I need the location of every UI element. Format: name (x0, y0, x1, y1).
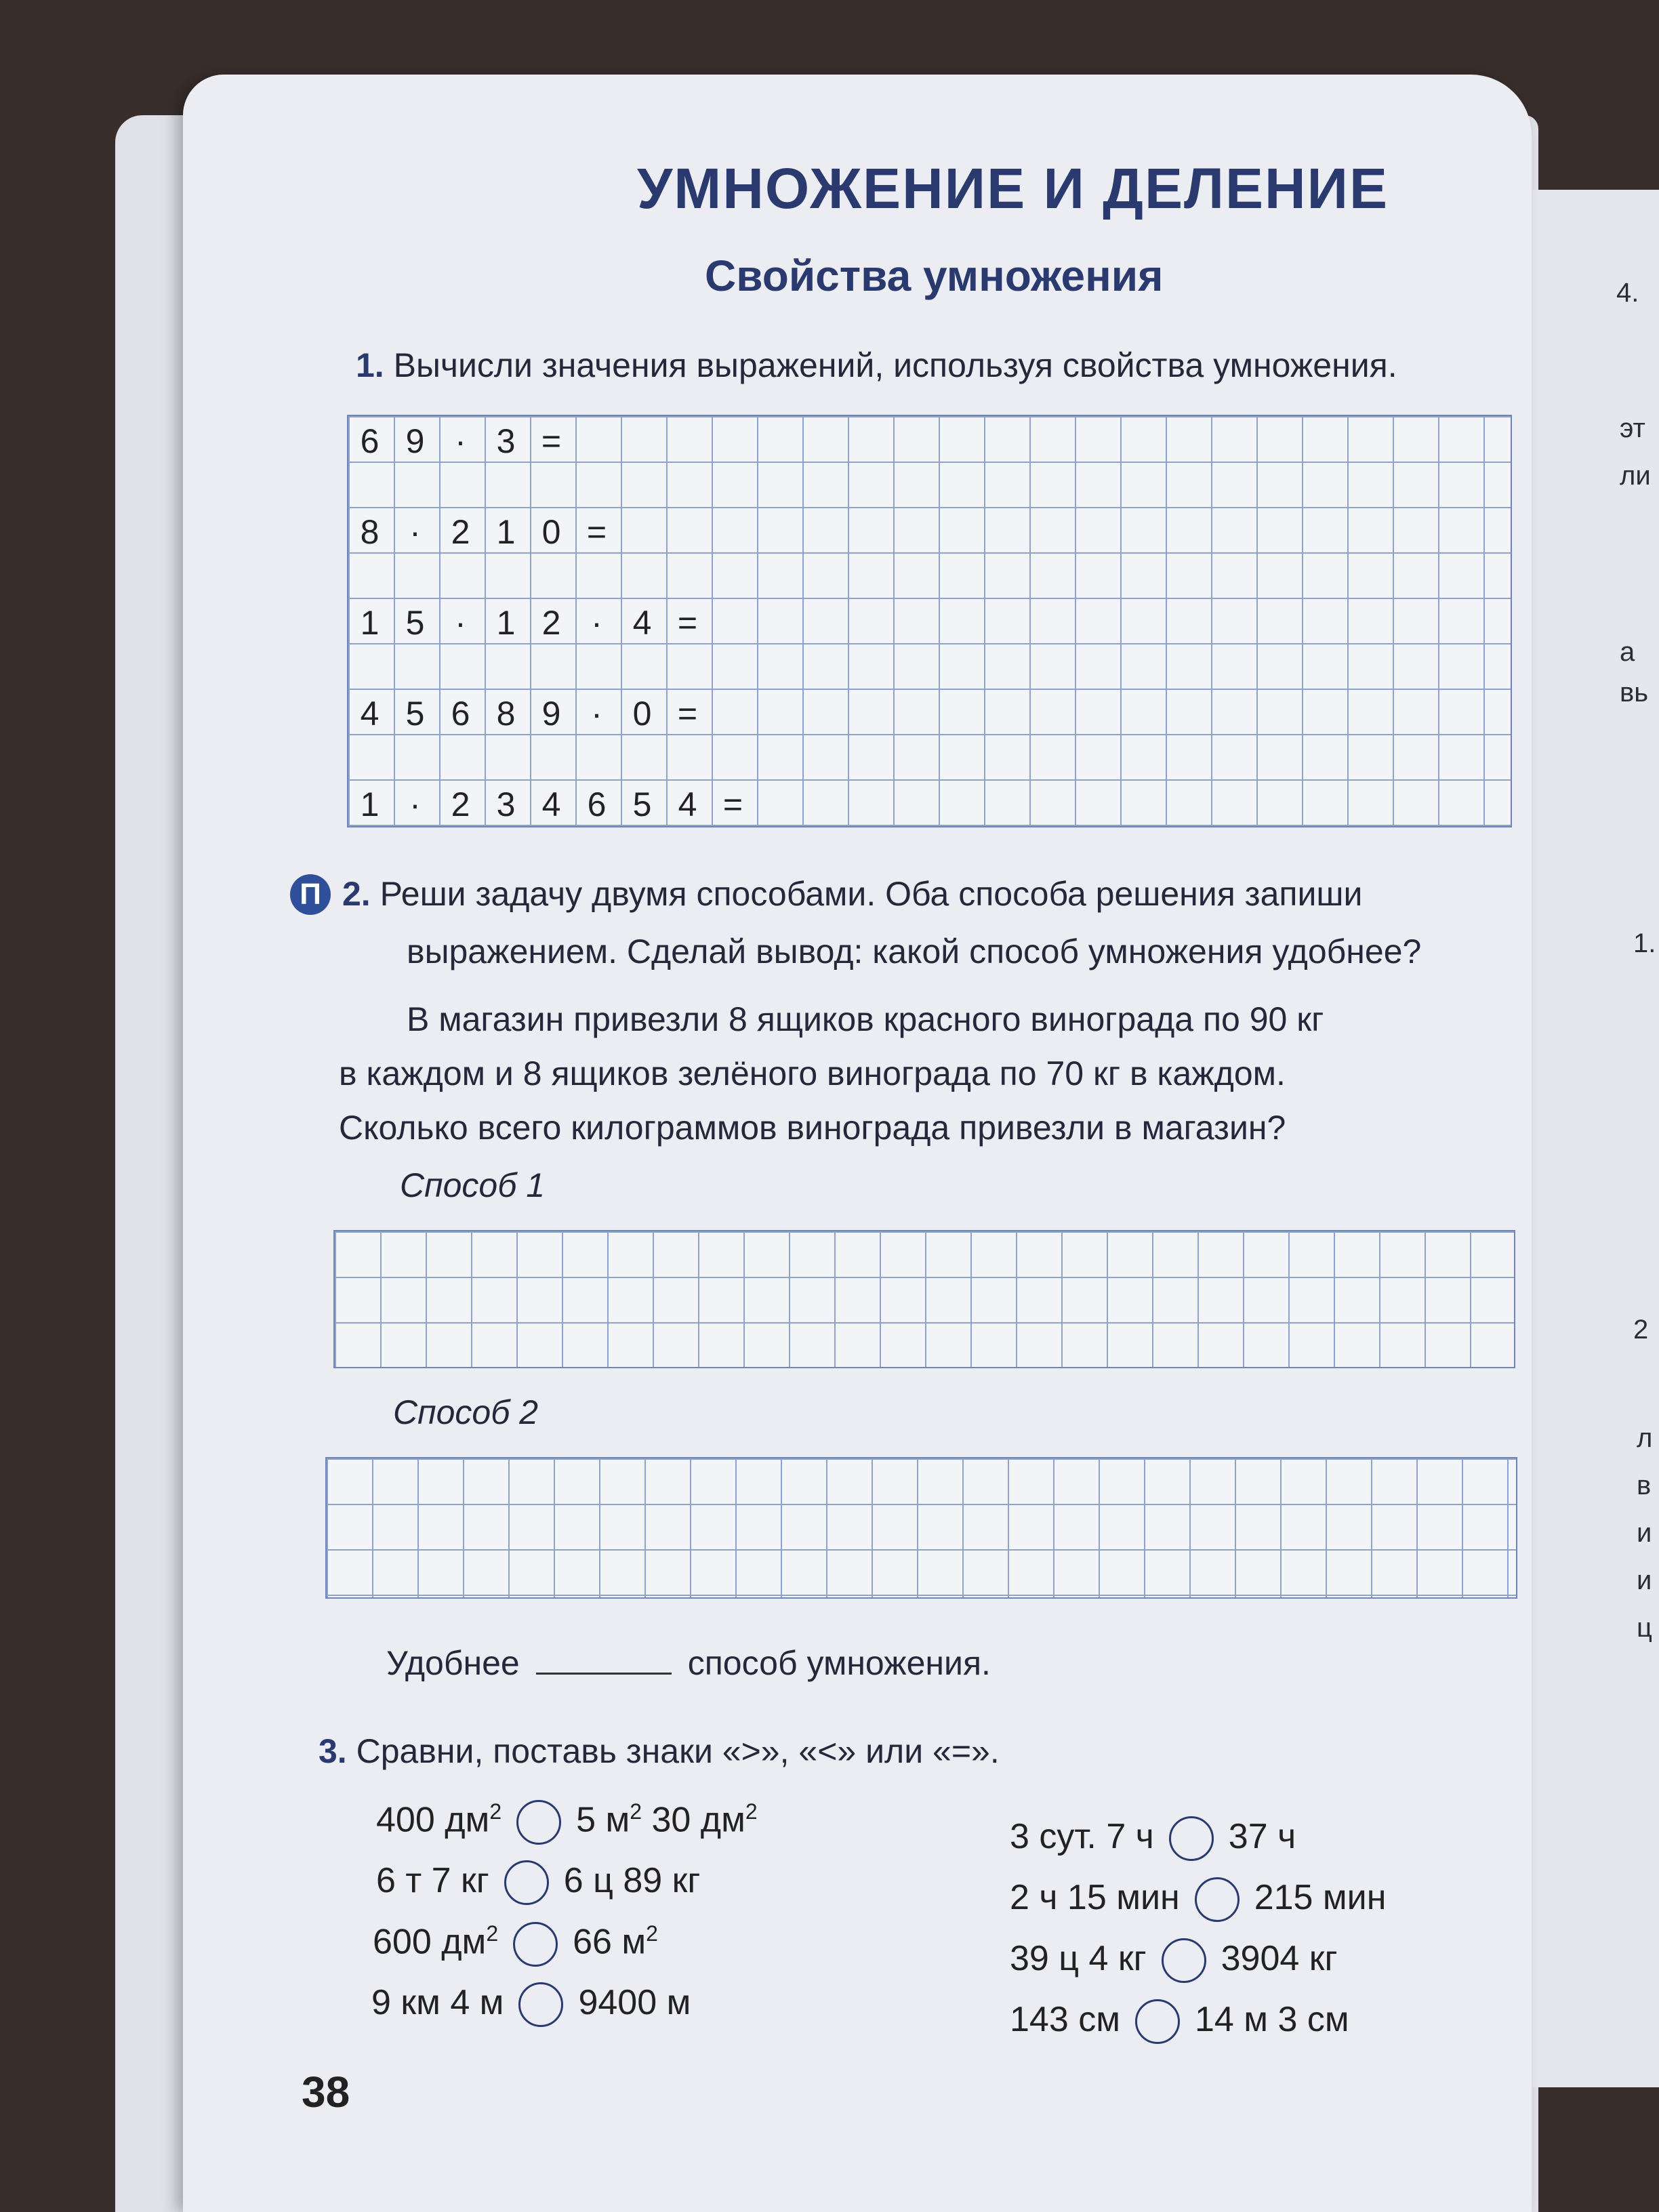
expression-char: 1 (496, 513, 516, 551)
adjacent-fragment: 4. (1616, 278, 1639, 308)
chapter-title: УМНОЖЕНИЕ И ДЕЛЕНИЕ (637, 157, 1389, 220)
compare-value: 39 ц 4 кг (1010, 1939, 1147, 1978)
compare-left-2 (376, 1860, 700, 1905)
compare-left-3 (373, 1921, 658, 1967)
exponent: 2 (646, 1921, 658, 1946)
conclusion-after: способ умножения. (687, 1644, 991, 1682)
sign-circle[interactable] (1169, 1816, 1214, 1861)
expression-char: 4 (678, 785, 697, 823)
task2-line1 (342, 874, 1362, 914)
expression-char: 5 (405, 695, 425, 733)
compare-value: 9400 м (578, 1983, 691, 2022)
expression-char: 0 (632, 695, 652, 733)
expression-4 (347, 694, 710, 733)
conclusion-blank[interactable] (536, 1673, 672, 1675)
expression-char: 9 (541, 695, 561, 733)
sign-circle[interactable] (513, 1922, 558, 1967)
expression-char: 8 (496, 695, 516, 733)
adjacent-fragment: и (1637, 1518, 1652, 1548)
section-title: Свойства умножения (705, 251, 1164, 300)
expression-char: 5 (632, 785, 652, 823)
task2-problem-line3: Сколько всего килограммов винограда привезли в магазин? (339, 1109, 1286, 1147)
exponent: 2 (486, 1921, 499, 1946)
compare-value: 66 м (573, 1922, 647, 1962)
sign-circle[interactable] (518, 1982, 563, 2027)
adjacent-fragment: 1. (1633, 928, 1656, 958)
expression-char: 6 (587, 785, 607, 823)
page-number: 38 (302, 2068, 350, 2116)
compare-right-2 (1010, 1877, 1386, 1922)
sign-circle[interactable] (1162, 1938, 1206, 1983)
task1-number: 1. (356, 346, 384, 384)
conclusion-line (386, 1643, 991, 1683)
compare-value: 143 см (1010, 2000, 1120, 2039)
expression-char: 6 (360, 422, 380, 460)
expression-char: 2 (541, 604, 561, 642)
compare-value: 215 мин (1254, 1878, 1387, 1917)
expression-char: · (455, 422, 466, 460)
expression-char: · (591, 695, 602, 733)
compare-value: 5 м (576, 1800, 630, 1840)
expression-char: 3 (496, 785, 516, 823)
expression-char: 2 (451, 513, 470, 551)
compare-value: 3904 кг (1221, 1939, 1338, 1978)
exponent: 2 (630, 1799, 642, 1824)
adjacent-fragment: 2 (1633, 1315, 1649, 1345)
expression-char: = (677, 695, 698, 733)
expression-char: 5 (405, 604, 425, 642)
conclusion-before: Удобнее (386, 1644, 520, 1682)
expression-5 (347, 785, 756, 824)
answer-grid-method2[interactable] (325, 1457, 1517, 1599)
task3-text: Сравни, поставь знаки «>», «<» или «=». (356, 1732, 1000, 1770)
method2-label: Способ 2 (393, 1393, 539, 1431)
adjacent-page (1515, 190, 1659, 2087)
task2-problem-line1: В магазин привезли 8 ящиков красного винограда по 90 кг (407, 1000, 1324, 1038)
expression-char: 4 (360, 695, 380, 733)
expression-char: = (541, 422, 562, 460)
expression-char: 3 (496, 422, 516, 460)
expression-char: · (409, 785, 421, 823)
compare-right-4 (1010, 1999, 1349, 2044)
adjacent-fragment: л (1637, 1423, 1653, 1453)
compare-value: 3 сут. 7 ч (1010, 1817, 1154, 1856)
expression-char: 1 (496, 604, 516, 642)
task2-text-line1: Реши задачу двумя способами. Оба способа решения запиши (380, 875, 1363, 913)
compare-value: 6 ц 89 кг (563, 1861, 701, 1900)
expression-char: 4 (632, 604, 652, 642)
sign-circle[interactable] (516, 1800, 561, 1845)
exponent: 2 (489, 1799, 502, 1824)
compare-value: 2 ч 15 мин (1010, 1878, 1180, 1917)
expression-char: = (586, 513, 607, 551)
expression-char: 1 (360, 785, 380, 823)
expression-char: 9 (405, 422, 425, 460)
sign-circle[interactable] (1135, 1999, 1180, 2044)
adjacent-fragment: и (1637, 1565, 1652, 1595)
expression-char: · (591, 604, 602, 642)
adjacent-fragment: эт (1620, 413, 1645, 443)
sign-circle[interactable] (1195, 1877, 1240, 1922)
task3-heading (319, 1732, 1000, 1771)
task2-problem-line2: в каждом и 8 ящиков зелёного винограда по 70 кг в каждом. (339, 1054, 1286, 1092)
compare-value: 400 дм (376, 1800, 490, 1840)
compare-value: 37 ч (1228, 1817, 1296, 1856)
expression-char: 0 (541, 513, 561, 551)
expression-char: 1 (360, 604, 380, 642)
compare-right-3 (1010, 1938, 1337, 1983)
method1-label: Способ 1 (400, 1166, 546, 1204)
sign-circle[interactable] (504, 1860, 549, 1905)
expression-1 (347, 422, 574, 461)
expression-char: 2 (451, 785, 470, 823)
expression-char: · (455, 604, 466, 642)
expression-2 (347, 512, 619, 552)
adjacent-fragment: ли (1620, 461, 1651, 491)
compare-value: 9 км 4 м (371, 1983, 504, 2022)
exponent: 2 (745, 1799, 758, 1824)
expression-char: 4 (541, 785, 561, 823)
expression-char: 8 (360, 513, 380, 551)
expression-char: = (722, 785, 743, 823)
compare-value: 14 м 3 см (1194, 2000, 1349, 2039)
task2-number: 2. (342, 875, 371, 913)
task1-text: Вычисли значения выражений, используя свойства умножения. (393, 346, 1397, 384)
adjacent-fragment: в (1637, 1471, 1652, 1500)
compare-left-1 (376, 1799, 758, 1845)
expression-3 (347, 603, 710, 642)
adjacent-fragment: а (1620, 637, 1635, 667)
expression-char: · (409, 513, 421, 551)
adjacent-fragment: ц (1637, 1613, 1652, 1643)
compare-value: 30 дм (642, 1800, 745, 1840)
answer-grid-method1[interactable] (333, 1230, 1515, 1368)
compare-right-1 (1010, 1816, 1296, 1861)
compare-value: 6 т 7 кг (376, 1861, 489, 1900)
task2-badge: П (290, 874, 331, 915)
task3-number: 3. (319, 1732, 347, 1770)
expression-char: = (677, 604, 698, 642)
compare-left-4 (371, 1982, 691, 2027)
adjacent-fragment: вь (1620, 678, 1649, 708)
task2-text-line2: выражением. Сделай вывод: какой способ умножения удобнее? (407, 933, 1422, 970)
task1-heading (356, 346, 1397, 385)
compare-value: 600 дм (373, 1922, 487, 1962)
expression-char: 6 (451, 695, 470, 733)
